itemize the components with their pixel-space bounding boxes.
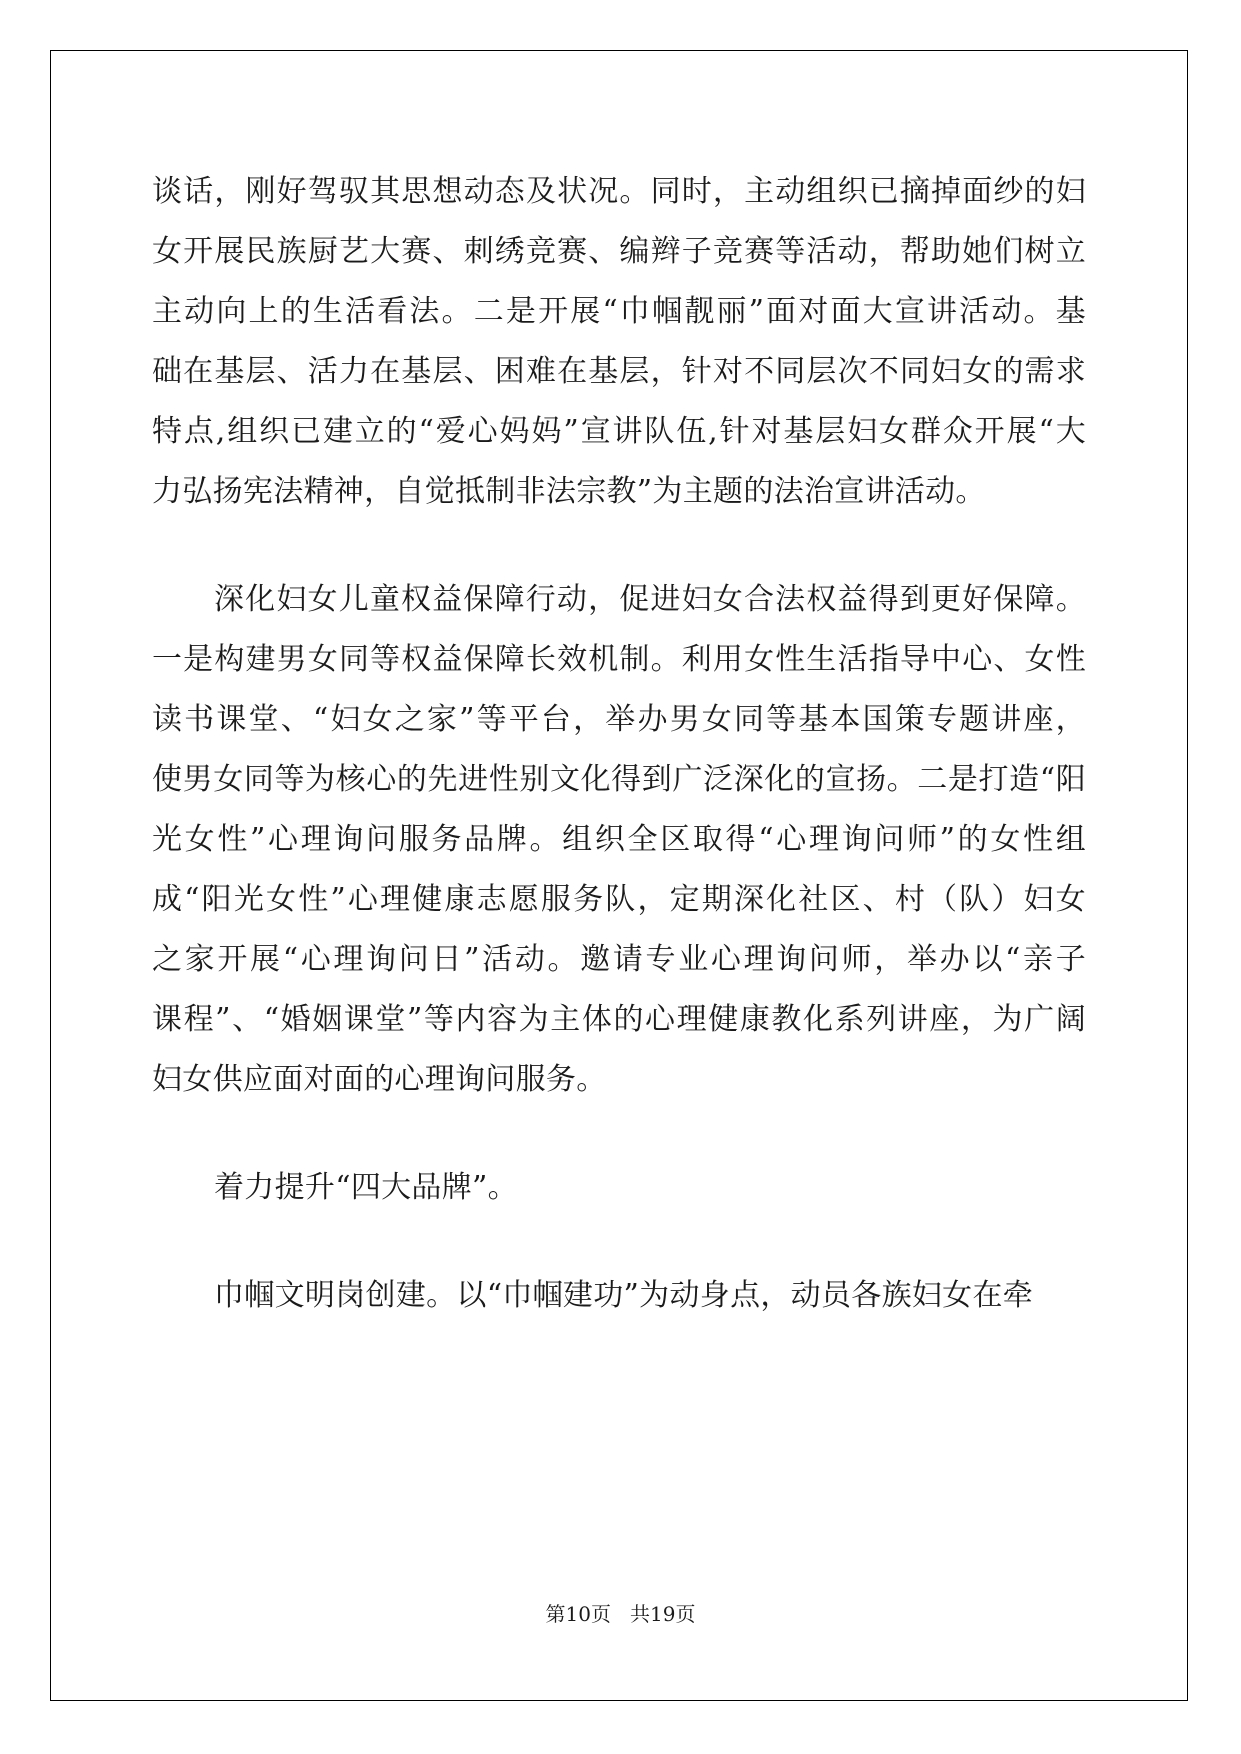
- page-number-total: 共19页: [630, 1602, 696, 1626]
- text-line: 成“阳光女性”心理健康志愿服务队，定期深化社区、村（队）妇女: [152, 882, 1086, 917]
- text-line: 女开展民族厨艺大赛、刺绣竞赛、编辫子竞赛等活动，帮助她们树立: [152, 234, 1086, 269]
- text-line: 一是构建男女同等权益保障长效机制。利用女性生活指导中心、女性: [152, 642, 1086, 677]
- text-line: 巾帼文明岗创建。以“巾帼建功”为动身点，动员各族妇女在牵: [214, 1278, 1034, 1313]
- text-line: 之家开展“心理询问日”活动。邀请专业心理询问师，举办以“亲子: [152, 942, 1086, 977]
- text-line: 妇女供应面对面的心理询问服务。: [152, 1062, 607, 1097]
- text-line: 着力提升“四大品牌”。: [214, 1170, 518, 1205]
- text-line: 课程”、“婚姻课堂”等内容为主体的心理健康教化系列讲座，为广阔: [152, 1002, 1086, 1037]
- text-line: 光女性”心理询问服务品牌。组织全区取得“心理询问师”的女性组: [152, 822, 1086, 857]
- text-line: 读书课堂、“妇女之家”等平台，举办男女同等基本国策专题讲座，: [152, 702, 1086, 737]
- page-number-current: 第10页: [545, 1602, 611, 1626]
- text-line: 力弘扬宪法精神，自觉抵制非法宗教”为主题的法治宣讲活动。: [152, 474, 986, 509]
- text-line: 特点,组织已建立的“爱心妈妈”宣讲队伍,针对基层妇女群众开展“大: [152, 414, 1086, 449]
- document-body: [152, 162, 1086, 1326]
- text-line: 谈话，刚好驾驭其思想动态及状况。同时，主动组织已摘掉面纱的妇: [152, 174, 1086, 209]
- page-footer: [0, 1602, 1241, 1626]
- text-line: 深化妇女儿童权益保障行动，促进妇女合法权益得到更好保障。: [214, 582, 1086, 617]
- text-line: 主动向上的生活看法。二是开展“巾帼靓丽”面对面大宣讲活动。基: [152, 294, 1086, 329]
- text-line: 使男女同等为核心的先进性别文化得到广泛深化的宣扬。二是打造“阳: [152, 762, 1086, 797]
- text-line: 础在基层、活力在基层、困难在基层，针对不同层次不同妇女的需求: [152, 354, 1086, 389]
